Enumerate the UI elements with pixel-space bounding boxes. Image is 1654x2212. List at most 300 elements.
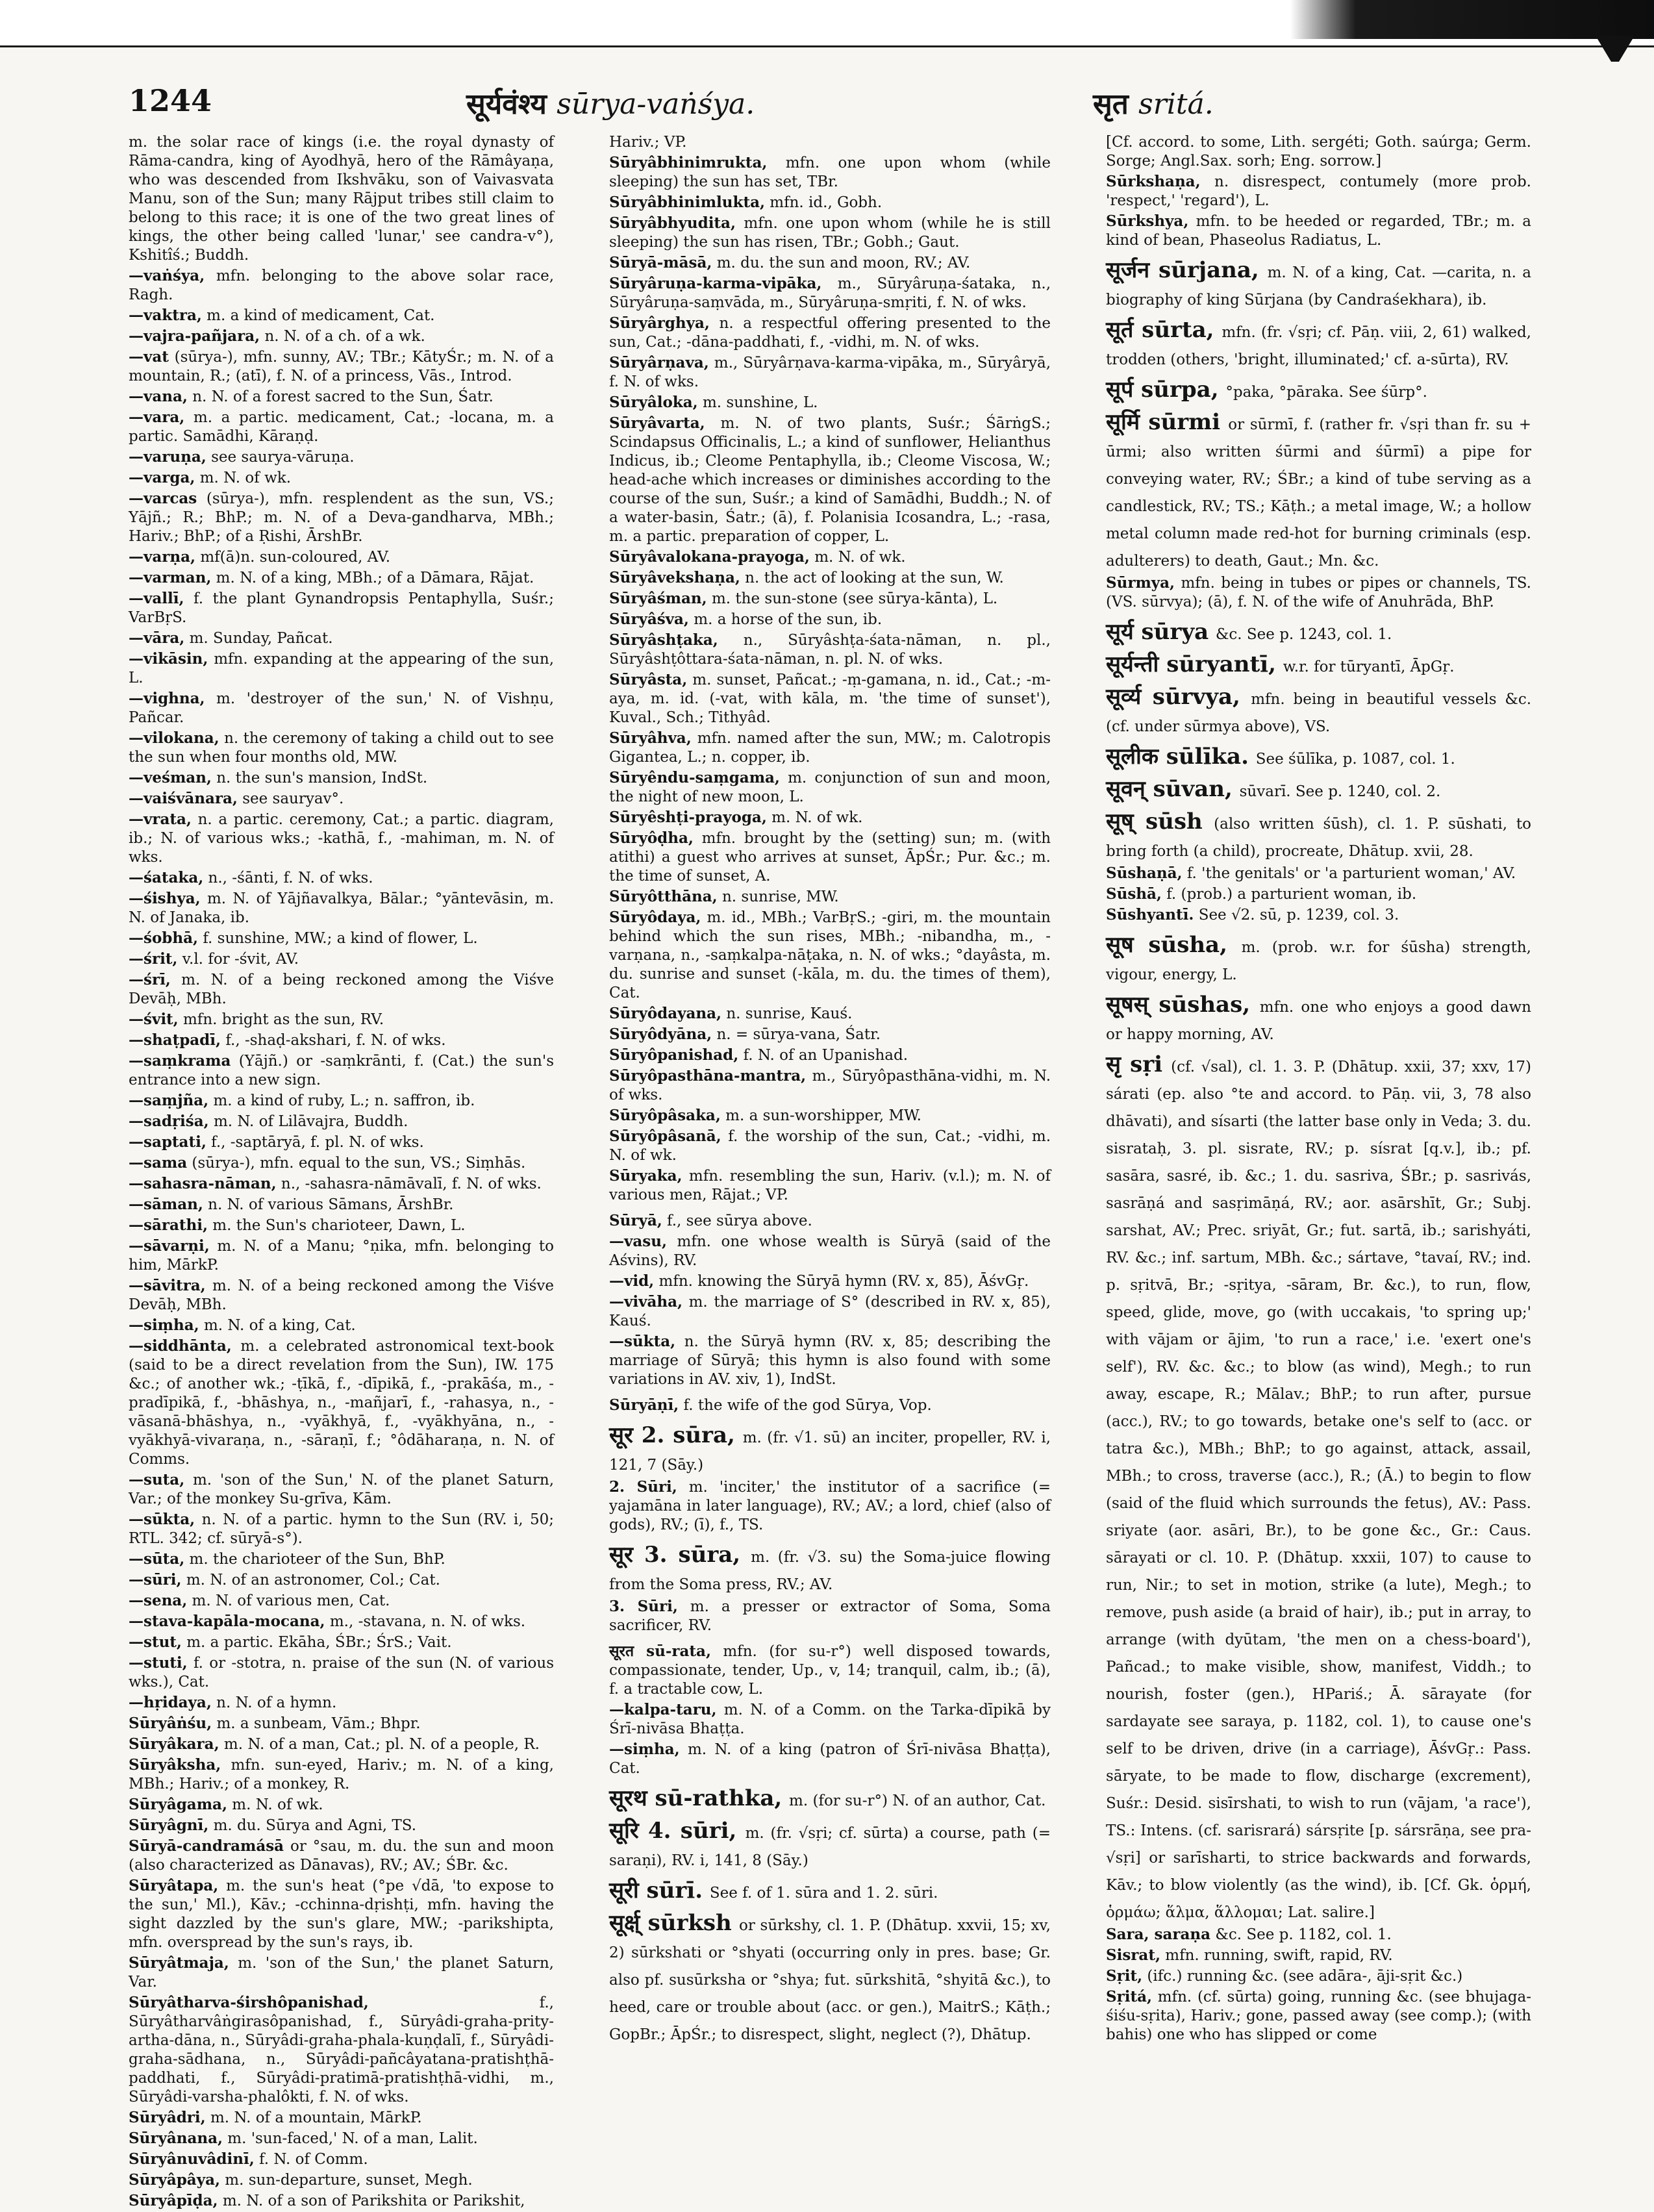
entry-definition: m. (for su-r°) N. of an author, Cat. xyxy=(789,1792,1046,1809)
binding-ribbon xyxy=(1290,0,1654,39)
entry-headword: —saṃjña, xyxy=(129,1092,209,1109)
entry-headword: —vighna, xyxy=(129,690,205,707)
entry-definition: sūvarī. See p. 1240, col. 2. xyxy=(1239,783,1441,800)
entry-definition: mfn. one upon whom (while he is still sleeping) the sun has risen, TBr.; Gobh.; Gaut. xyxy=(609,215,1051,251)
dictionary-entry xyxy=(609,1127,1051,1165)
entry-headword: Sūryâpīḍa, xyxy=(129,2192,218,2209)
entry-definition: f. or -stotra, n. praise of the sun (N. of various wks.), Cat. xyxy=(129,1655,555,1690)
entry-headword: सृ sṛi xyxy=(1106,1051,1163,1077)
entry-definition: m. 'son of the Sun,' N. of the planet Saturn, Var.; of the monkey Su-grīva, Kām. xyxy=(129,1472,555,1507)
entry-definition: f. the worship of the sun, Cat.; -vidhi, m. N. of wk. xyxy=(609,1128,1051,1164)
entry-headword: —varga, xyxy=(129,469,195,486)
running-head xyxy=(129,78,1529,136)
column-middle xyxy=(609,133,1051,2212)
entry-headword: Sūryôdyāna, xyxy=(609,1025,712,1043)
dictionary-entry xyxy=(609,1232,1051,1270)
entry-headword: सूषस् sūshas, xyxy=(1106,992,1251,1018)
dictionary-entry xyxy=(129,1993,554,2107)
entry-headword: Sūryā, xyxy=(609,1212,662,1229)
dictionary-entry xyxy=(1106,1987,1531,2044)
entry-definition: mfn. brought by the (setting) sun; m. (with atithi) a guest who arrives at sunset, ĀpŚr.; Pur. &c.; m. the time of sunset, A. xyxy=(609,830,1051,885)
entry-definition: m. a horse of the sun, ib. xyxy=(694,611,883,628)
entry-headword: —siddhānta, xyxy=(129,1337,232,1355)
entry-headword: Sūryâpâya, xyxy=(129,2171,220,2189)
entry-definition: °paka, °pāraka. See śūrp°. xyxy=(1225,384,1427,401)
entry-headword: —siṃha, xyxy=(129,1316,199,1334)
entry-headword: सूष sūsha, xyxy=(1106,932,1227,958)
entry-definition: (sūrya-), mfn. resplendent as the sun, VS.; Yājñ.; R.; BhP.; m. N. of a Deva-gandharva, MBh.; Hariv.; BhP.; of a Ṛishi, ĀrshBr. xyxy=(129,490,554,545)
entry-headword: Sūrmya, xyxy=(1106,574,1175,592)
dictionary-entry xyxy=(609,193,1051,212)
dictionary-entry xyxy=(609,153,1051,192)
dictionary-entry xyxy=(1106,212,1531,250)
dictionary-entry xyxy=(1106,1051,1531,1924)
entry-headword: —vallī, xyxy=(129,590,184,607)
dictionary-entry xyxy=(129,1550,554,1569)
dictionary-entry xyxy=(129,547,554,567)
running-head-right-devanagari: सृत xyxy=(1093,88,1129,121)
dictionary-entry xyxy=(129,1195,554,1214)
entry-definition: mfn. running, swift, rapid, RV. xyxy=(1165,1947,1393,1964)
entry-headword: सूर्जन sūrjana, xyxy=(1106,257,1259,283)
entry-headword: —vasu, xyxy=(609,1233,667,1250)
entry-headword: —varman, xyxy=(129,569,212,586)
dictionary-entry xyxy=(129,889,554,927)
dictionary-entry xyxy=(609,568,1051,588)
entry-definition: n. N. of a hymn. xyxy=(216,1694,337,1711)
entry-definition: mfn. sun-eyed, Hariv.; m. N. of a king, MBh.; Hariv.; of a monkey, R. xyxy=(129,1757,554,1792)
entry-definition: m. N. of a being reckoned among the Viśve Devāḥ, MBh. xyxy=(129,1277,554,1313)
dictionary-entry xyxy=(609,729,1051,767)
entry-definition: m. the marriage of S° (described in RV. x, 85), Kauś. xyxy=(609,1294,1051,1329)
entry-headword: Sūryaka, xyxy=(609,1167,683,1185)
entry-definition: n. a respectful offering presented to the sun, Cat.; -dāna-paddhati, f., -vidhi, m. N. of wks. xyxy=(609,315,1051,351)
entry-headword: Sūshā, xyxy=(1106,885,1162,903)
running-head-left-devanagari: सूर्यवंश्य xyxy=(466,88,547,121)
entry-headword: —sena, xyxy=(129,1592,188,1609)
dictionary-entry xyxy=(1106,1967,1531,1986)
entry-definition: mfn. (for su-r°) well disposed towards, compassionate, tender, Up., v, 14; tranquil, calm, ib.; (ā), f. a tractable cow, L. xyxy=(609,1643,1051,1698)
entry-definition: m. N. of a king, MBh.; of a Dāmara, Rājat. xyxy=(216,570,534,586)
entry-headword: —sadṛiśa, xyxy=(129,1112,209,1130)
dictionary-entry xyxy=(1106,408,1531,572)
dictionary-entry xyxy=(609,1272,1051,1291)
dictionary-entry xyxy=(129,1316,554,1335)
dictionary-entry xyxy=(1106,885,1531,904)
entry-headword: Sūryânuvâdinī, xyxy=(129,2150,255,2168)
entry-definition: m. N. of a king, Cat. xyxy=(203,1317,356,1334)
entry-definition: m. N. of a being reckoned among the Viśve Devāḥ, MBh. xyxy=(129,972,555,1007)
entry-definition: m. a partic. medicament, Cat.; -locana, m. a partic. Samādhi, Kāraṇḍ. xyxy=(129,409,555,445)
dictionary-entry xyxy=(609,1541,1051,1596)
entry-headword: सूरी sūrī. xyxy=(609,1878,703,1904)
entry-definition: mfn. one upon whom (while sleeping) the sun has set, TBr. xyxy=(609,155,1051,190)
dictionary-entry xyxy=(609,353,1051,392)
entry-definition: (sūrya-), mfn. equal to the sun, VS.; Siṃhās. xyxy=(192,1155,526,1172)
dictionary-entry xyxy=(129,949,554,969)
entry-headword: Sūryâbhyudita, xyxy=(609,214,736,232)
entry-definition: m. (fr. √1. sū) an inciter, propeller, RV. i, 121, 7 (Sāy.) xyxy=(609,1429,1051,1474)
entry-definition: n., -śānti, f. N. of wks. xyxy=(208,870,373,886)
entry-headword: Sūryâsta, xyxy=(609,671,688,688)
entry-definition: m. N. of a mountain, MārkP. xyxy=(210,2109,422,2126)
entry-definition: m. N. of two plants, Suśr.; ŚārṅgS.; Scindapsus Officinalis, L.; a kind of sunflower, Helianthus Indicus, ib.; Cleome Pentaphylla, ib.; Cleome Viscosa, W.; head-ache which increases or diminishes according to the course of the sun, Suśr.; a kind of Samādhi, Buddh.; N. of a water-basin, Śatr.; (ā), f. Polanisia Icosandra, L.; -rasa, m. a partic. preparation of copper, L. xyxy=(609,415,1051,545)
dictionary-entry xyxy=(129,447,554,467)
dictionary-entry xyxy=(129,649,554,688)
dictionary-entry xyxy=(129,929,554,948)
entry-headword: Sṛitá, xyxy=(1106,1988,1152,2005)
dictionary-entry xyxy=(609,1700,1051,1739)
dictionary-entry xyxy=(1106,376,1531,403)
entry-headword: —stuti, xyxy=(129,1654,188,1672)
entry-definition: m. 'sun-faced,' N. of a man, Lalit. xyxy=(227,2130,478,2147)
dictionary-entry xyxy=(129,266,554,305)
entry-headword: Sūryâśman, xyxy=(609,590,707,607)
entry-headword: —sāvitra, xyxy=(129,1277,206,1294)
entry-definition: m. N. of a Manu; °ṇika, mfn. belonging to him, MārkP. xyxy=(129,1238,555,1274)
running-head-right xyxy=(1093,83,1214,122)
dictionary-entry xyxy=(609,1785,1051,1812)
entry-definition: m. a presser or extractor of Soma, Soma sacrificer, RV. xyxy=(609,1598,1051,1634)
dictionary-entry xyxy=(609,1909,1051,2046)
dictionary-entry xyxy=(1106,651,1531,678)
entry-headword: —veśman, xyxy=(129,769,212,786)
dictionary-entry xyxy=(129,1112,554,1131)
entry-definition: (cf. √sal), cl. 1. 3. P. (Dhātup. xxii, 37; xxv, 17) sárati (ep. also °te and accord. to Pāṇ. vii, 3, 78 also dhāvati), and sísarti (the latter base only in Veda; 3. du. sisrataḥ, 3. pl. sisrate, RV.; p. sísrat [q.v.], ib.; pf. sasāra, sasré, ib. &c.; 1. du. sasriva, ŚBr.; p. sasrivás, sasrāṇá and sasṛimāṇá, RV.; aor. asārshīt, Gr.; Subj. sarshat, AV.; Prec. sriyāt, Gr.; fut. sartā, ib.; sarishyáti, RV. &c.; inf. sartum, MBh. &c.; sártave, °tavaí, RV.; ind. p. sṛitvā, Br.; -sṛitya, -sāram, Br. &c.), to run, flow, speed, glide, move, go (with uccakais, 'to spring up;' with vājam or ājim, 'to run a race,' i.e. 'exert one's self'), RV. &c. &c.; to blow (as wind), Megh.; to run away, escape, R.; Mālav.; BhP.; to run after, pursue (acc.), RV.; to go towards, betake one's self to (acc. or tatra &c.), MBh.; BhP.; to go against, attack, assail, MBh.; to cross, traverse (acc.), R.; (Ā.) to begin to flow (said of the fluid which surrounds the fetus), AV.: Pass. sriyate (aor. asāri, Br.), to be gone &c., Gr.: Caus. sārayati or cl. 10. P. (Dhātup. xxxii, 107) to cause to run, Nir.; to set in motion, strike (a lute), Megh.; to remove, push aside (a braid of hair), ib.; put in array, to arrange (with dyūtam, 'the men on a chess-board'), Pañcad.; to make visible, show, manifest, Viddh.; to nourish, foster (gen.), HPariś.; Ā. sārayate (for sardayate see saraya, p. 1182, col. 1), to cause one's self to be driven, drive (in a carriage), ĀśvGṛ.: Pass. sāryate, to be made to flow, discharge (excrement), Suśr.: Desid. sisīrshati, to wish to run (vājam, 'a race'), TS.: Intens. (cf. sarisrará) sársṛite [p. sársrāṇa, see pra-√sṛi] or sarīsharti, to strice backwards and forwards, Kāv.; to blow violently (as the wind), ib. [Cf. Gk. ὁρμή, ὁρμάω; ἅλμα, ἅλλομαι; Lat. salire.] xyxy=(1106,1059,1532,1921)
entry-headword: Sūryâhva, xyxy=(609,729,692,747)
entry-headword: —vikāsin, xyxy=(129,650,208,668)
entry-headword: —sama xyxy=(129,1154,188,1172)
entry-headword: सूर्क्ष् sūrksh xyxy=(609,1910,732,1936)
dictionary-entry xyxy=(129,729,554,767)
dictionary-entry xyxy=(129,1837,554,1875)
dictionary-entry xyxy=(609,1817,1051,1872)
running-head-left xyxy=(466,83,755,122)
dictionary-entry xyxy=(1106,775,1531,803)
dictionary-entry xyxy=(129,1091,554,1111)
dictionary-entry xyxy=(129,689,554,727)
dictionary-entry xyxy=(129,327,554,346)
dictionary-entry xyxy=(129,568,554,588)
dictionary-entry xyxy=(129,1714,554,1733)
entry-headword: 3. Sūri, xyxy=(609,1598,678,1615)
dictionary-entry xyxy=(609,1106,1051,1125)
dictionary-entry xyxy=(129,1653,554,1692)
entry-definition: mfn. being in beautiful vessels &c. (cf. under sūrmya above), VS. xyxy=(1106,691,1532,735)
entry-headword: Sūshaṇā, xyxy=(1106,864,1183,882)
entry-definition: w.r. for tūryantī, ĀpGṛ. xyxy=(1283,659,1455,675)
entry-definition: mfn. (fr. √sṛi; cf. Pāṇ. viii, 2, 61) walked, trodden (others, 'bright, illuminated;' cf. a-sūrta), RV. xyxy=(1106,324,1531,368)
entry-definition: m. conjunction of sun and moon, the night of new moon, L. xyxy=(609,770,1051,805)
entry-definition: f. N. of Comm. xyxy=(259,2151,368,2168)
entry-headword: —sūta, xyxy=(129,1550,185,1568)
entry-headword: Sūrkshya, xyxy=(1106,212,1189,230)
entry-definition: m. N. of wk. xyxy=(199,470,292,486)
entry-definition: f., -shaḍ-akshari, f. N. of wks. xyxy=(225,1032,446,1049)
entry-headword: सूर्यन्ती sūryantī, xyxy=(1106,651,1276,677)
dictionary-entry xyxy=(1106,1925,1531,1944)
dictionary-entry xyxy=(129,1010,554,1029)
dictionary-entry xyxy=(129,1591,554,1611)
dictionary-entry xyxy=(1106,905,1531,925)
dictionary-entry xyxy=(1106,618,1531,646)
entry-definition: m. a sun-worshipper, MW. xyxy=(725,1107,921,1124)
entry-definition: n. N. of a forest sacred to the Sun, Śatr. xyxy=(192,388,494,405)
entry-definition: m. N. of a Comm. on the Tarka-dīpikā by Śrī-nivāsa Bhaṭṭa. xyxy=(609,1702,1051,1737)
entry-definition: m. N. of wk. xyxy=(771,809,863,826)
entry-definition: or sūrkshy, cl. 1. P. (Dhātup. xxvii, 15; xv, 2) sūrkshati or °shyati (occurring only in pres. base; Gr. also pf. susūrksha or °shya; fut. sūrkshitā, °shyitā &c.), to heed, care or trouble about (acc. or gen.), MaitrS.; Kāṭh.; GopBr.; ĀpŚr.; to disrespect, slight, neglect (?), Dhātup. xyxy=(609,1917,1051,2043)
entry-definition: m., Sūryârṇava-karma-vipāka, m., Sūryâryā, f. N. of wks. xyxy=(609,355,1051,390)
dictionary-entry xyxy=(609,1046,1051,1065)
entry-definition: n. the sun's mansion, IndSt. xyxy=(216,770,428,786)
dictionary-entry xyxy=(609,1396,1051,1415)
entry-definition: (sūrya-), mfn. sunny, AV.; TBr.; KātyŚr.; m. N. of a mountain, R.; (atī), f. N. of a princess, Vās., Introd. xyxy=(129,349,555,384)
entry-headword: सूर्त sūrta, xyxy=(1106,317,1214,343)
entry-headword: Sūryâśva, xyxy=(609,610,689,628)
dictionary-entry xyxy=(609,274,1051,312)
entry-definition: mfn. named after the sun, MW.; m. Calotropis Gigantea, L.; n. copper, ib. xyxy=(609,730,1051,766)
entry-definition: m. (fr. √3. su) the Soma-juice flowing from the Soma press, RV.; AV. xyxy=(609,1549,1051,1593)
dictionary-entry xyxy=(609,1642,1051,1699)
entry-definition: f. 'the genitals' or 'a parturient woman,' AV. xyxy=(1186,865,1516,882)
entry-headword: —śrit, xyxy=(129,950,178,968)
dictionary-entry xyxy=(129,1570,554,1590)
page-number: 1244 xyxy=(129,83,212,118)
entry-headword: सूरत sū-rata, xyxy=(609,1642,711,1660)
dictionary-entry xyxy=(609,1332,1051,1389)
entry-headword: —saṃkrama xyxy=(129,1052,231,1070)
entry-headword: —vilokana, xyxy=(129,729,219,747)
dictionary-entry xyxy=(609,1292,1051,1331)
entry-definition: m. the Sun's charioteer, Dawn, L. xyxy=(212,1217,466,1234)
entry-definition: m. 'destroyer of the sun,' N. of Vishṇu, Pañcar. xyxy=(129,690,554,726)
entry-headword: Sūryâdri, xyxy=(129,2109,206,2126)
entry-definition: m. the sun-stone (see sūrya-kānta), L. xyxy=(711,590,998,607)
entry-headword: Sūryāṇī, xyxy=(609,1396,679,1414)
entry-headword: Sūryâbhinimrukta, xyxy=(609,154,768,171)
entry-headword: Sisrat, xyxy=(1106,1946,1160,1964)
entry-definition: m. N. of various men, Cat. xyxy=(192,1592,390,1609)
dictionary-entry xyxy=(129,133,554,265)
entry-definition: &c. See p. 1243, col. 1. xyxy=(1215,626,1392,643)
entry-headword: —śvit, xyxy=(129,1011,179,1028)
entry-definition: mfn. resembling the sun, Hariv. (v.l.); m. N. of various men, Rājat.; VP. xyxy=(609,1168,1051,1203)
entry-headword: —vat xyxy=(129,348,169,366)
entry-headword: सूर 2. sūra, xyxy=(609,1422,735,1448)
dictionary-entry xyxy=(129,1816,554,1835)
dictionary-entry xyxy=(129,2191,554,2211)
dictionary-entry xyxy=(129,306,554,325)
entry-headword: —sārathi, xyxy=(129,1216,208,1234)
dictionary-entry xyxy=(129,1795,554,1815)
dictionary-entry xyxy=(609,1877,1051,1904)
entry-headword: —kalpa-taru, xyxy=(609,1701,717,1718)
entry-definition: mf(ā)n. sun-coloured, AV. xyxy=(200,549,391,566)
entry-definition: n. the ceremony of taking a child out to see the sun when four months old, MW. xyxy=(129,730,554,766)
entry-headword: —saptati, xyxy=(129,1133,207,1151)
entry-definition: see saurya-vāruṇa. xyxy=(211,449,355,466)
entry-definition: mfn. one who enjoys a good dawn or happy morning, AV. xyxy=(1106,999,1531,1043)
dictionary-entry xyxy=(1106,172,1531,210)
dictionary-entry xyxy=(609,253,1051,273)
entry-definition: m. 'inciter,' the institutor of a sacrifice (= yajamāna in later language), RV.; AV.; a lord, chief (also of gods), RV.; (ī), f., TS. xyxy=(609,1479,1051,1533)
dictionary-entry xyxy=(609,908,1051,1003)
entry-definition: n. sunrise, Kauś. xyxy=(726,1005,853,1022)
entry-definition: See √2. sū, p. 1239, col. 3. xyxy=(1198,907,1399,924)
entry-definition: m. du. the sun and moon, RV.; AV. xyxy=(716,255,971,271)
dictionary-entry xyxy=(129,1216,554,1235)
entry-headword: —vara, xyxy=(129,408,185,426)
dictionary-entry xyxy=(129,2129,554,2148)
dictionary-entry xyxy=(129,970,554,1009)
entry-definition: m. N. of an astronomer, Col.; Cat. xyxy=(186,1572,440,1589)
entry-headword: Sūryâṅśu, xyxy=(129,1715,212,1732)
dictionary-entry xyxy=(609,631,1051,669)
entry-definition: m. a partic. Ekāha, ŚBr.; ŚrS.; Vait. xyxy=(186,1634,452,1651)
entry-definition: n. disrespect, contumely (more prob. 'respect,' 'regard'), L. xyxy=(1106,173,1531,209)
dictionary-entry xyxy=(609,133,1051,152)
entry-definition: m. the charioteer of the Sun, BhP. xyxy=(189,1551,445,1568)
entry-definition: See f. of 1. sūra and 1. 2. sūri. xyxy=(709,1885,938,1902)
dictionary-entry xyxy=(129,387,554,407)
entry-definition: f., Sūryâtharvâṅgirasôpanishad, f., Sūryâdi-graha-prity-artha-dāna, n., Sūryâdi-graha-phala-kuṇḍalī, f., Sūryâdi-graha-sādhana, n., Sūryâdi-pañcâyatana-pratishṭhā-paddhati, f., Sūryâdi-pratimā-pratishṭhā-vidhi, m., Sūryâdi-varsha-phalôkti, f. N. of wks. xyxy=(129,1994,554,2105)
dictionary-entry xyxy=(129,1337,554,1469)
dictionary-entry xyxy=(1106,743,1531,770)
dictionary-entry xyxy=(609,887,1051,907)
entry-definition: m., Sūryâruṇa-śataka, n., Sūryâruṇa-saṃvāda, m., Sūryâruṇa-smṛiti, f. N. of wks. xyxy=(609,275,1051,311)
dictionary-entry xyxy=(129,1470,554,1509)
entry-headword: Sūryâtapa, xyxy=(129,1877,219,1894)
entry-definition: m. N. of a man, Cat.; pl. N. of a people, R. xyxy=(223,1736,540,1753)
entry-definition: m. a kind of medicament, Cat. xyxy=(207,307,435,324)
dictionary-entry xyxy=(129,2170,554,2190)
entry-definition: m. sun-departure, sunset, Megh. xyxy=(225,2172,473,2189)
dictionary-entry xyxy=(129,489,554,546)
entry-definition: mfn. bright as the sun, RV. xyxy=(183,1011,384,1028)
entry-definition: m. du. Sūrya and Agni, TS. xyxy=(213,1817,417,1834)
dictionary-entry xyxy=(1106,931,1531,986)
entry-definition: f. N. of an Upanishad. xyxy=(743,1047,908,1064)
dictionary-entry xyxy=(1106,991,1531,1046)
entry-definition: n. a partic. ceremony, Cat.; a partic. diagram, ib.; N. of various wks.; -kathā, f., -mahiman, m. N. of wks. xyxy=(129,811,554,866)
entry-headword: Sūryârghya, xyxy=(609,314,710,332)
dictionary-entry xyxy=(129,1510,554,1548)
entry-headword: Sūryā-candramásā xyxy=(129,1837,284,1855)
entry-headword: Sṛit, xyxy=(1106,1967,1143,1985)
entry-headword: Sūryâksha, xyxy=(129,1756,221,1774)
dictionary-entry xyxy=(129,1153,554,1173)
entry-definition: mfn. expanding at the appearing of the sun, L. xyxy=(129,651,554,686)
entry-definition: m. a sunbeam, Vām.; Bhpr. xyxy=(216,1715,421,1732)
entry-headword: —varcas xyxy=(129,490,197,507)
entry-headword: सूवन् sūvan, xyxy=(1106,776,1233,802)
dictionary-entry xyxy=(609,1211,1051,1231)
dictionary-entry xyxy=(609,1597,1051,1635)
entry-definition: m., Sūryôpasthāna-vidhi, m. N. of wks. xyxy=(609,1068,1051,1103)
entry-headword: —sāvarṇi, xyxy=(129,1237,210,1255)
dictionary-entry xyxy=(609,1166,1051,1205)
dictionary-entry xyxy=(609,670,1051,727)
entry-headword: Sūryâtharva-śirshôpanishad, xyxy=(129,1994,369,2011)
dictionary-entry xyxy=(1106,316,1531,371)
dictionary-entry xyxy=(129,1031,554,1050)
entry-headword: —suta, xyxy=(129,1471,185,1489)
entry-headword: —sūkta, xyxy=(609,1333,676,1350)
entry-definition: f. the plant Gynandropsis Pentaphylla, Suśr.; VarBṛS. xyxy=(129,590,554,626)
entry-definition: n., Sūryâshṭa-śata-nāman, n. pl., Sūryâshṭôttara-śata-nāman, n. pl. N. of wks. xyxy=(609,632,1051,668)
entry-headword: Sūryôtthāna, xyxy=(609,888,718,905)
entry-headword: —vivāha, xyxy=(609,1293,683,1311)
entry-headword: —vrata, xyxy=(129,811,192,828)
dictionary-entry xyxy=(129,629,554,648)
entry-definition: m. a celebrated astronomical text-book (said to be a direct revelation from the Sun), IW. 175 &c.; of another wk.; -ṭīkā, f., -dīpikā, f., -prakāśa, m., -pradīpikā, f., -bhāshya, n., -mañjarī, f., -rahasya, n., -vāsanā-bhāshya, n., -vyākhyā, f., -vyākhyāna, n., -vyākhyā-vivaraṇa, n., -sāraṇī, f.; °ôdāharaṇa, n. N. of Comms. xyxy=(129,1338,554,1468)
entry-headword: —vāra, xyxy=(129,629,185,647)
entry-headword: Sūryôpâsaka, xyxy=(609,1107,721,1124)
entry-definition: m. a kind of ruby, L.; n. saffron, ib. xyxy=(213,1092,475,1109)
entry-definition: mfn. to be heeded or regarded, TBr.; m. a kind of bean, Phaseolus Radiatus, L. xyxy=(1106,213,1532,249)
dictionary-entry xyxy=(609,808,1051,827)
entry-definition: (ifc.) running &c. (see adāra-, āji-sṛit &c.) xyxy=(1147,1968,1463,1985)
entry-headword: —sūri, xyxy=(129,1571,182,1589)
entry-definition: &c. See p. 1182, col. 1. xyxy=(1215,1926,1392,1943)
entry-headword: —sahasra-nāman, xyxy=(129,1175,277,1192)
entry-headword: सूरि 4. sūri, xyxy=(609,1818,737,1844)
entry-headword: —śobhā, xyxy=(129,929,199,947)
entry-definition: n. N. of various Sāmans, ĀrshBr. xyxy=(208,1196,454,1213)
entry-definition: f. sunshine, MW.; a kind of flower, L. xyxy=(203,930,478,947)
entry-definition: m. N. of a king (patron of Śrī-nivāsa Bhaṭṭa), Cat. xyxy=(609,1741,1051,1777)
dictionary-entry xyxy=(129,408,554,446)
entry-definition: n. the act of looking at the sun, W. xyxy=(745,570,1004,586)
dictionary-entry xyxy=(609,1477,1051,1535)
entry-definition: m. the solar race of kings (i.e. the royal dynasty of Rāma-candra, king of Ayodhyā, hero of the Rāmâyaṇa, who was descended from Ikshvāku, son of Vaivasvata Manu, son of the Sun; many Rājput tribes still claim to belong to this race; it is one of the two great lines of kings, the other being called 'lunar,' see candra-v°), Kshitîś.; Buddh. xyxy=(129,134,554,264)
entry-definition: (also written śūsh), cl. 1. P. sūshati, to bring forth (a child), procreate, Dhātup. xvii, 28. xyxy=(1106,816,1531,860)
entry-headword: Sūryôpasthāna-mantra, xyxy=(609,1067,807,1085)
dictionary-entry xyxy=(609,547,1051,567)
entry-definition: n. = sūrya-vana, Śatr. xyxy=(716,1026,881,1043)
entry-headword: सूर्मि sūrmi xyxy=(1106,409,1221,435)
dictionary-entry xyxy=(129,1693,554,1713)
entry-headword: —hṛidaya, xyxy=(129,1694,212,1711)
dictionary-entry xyxy=(129,1237,554,1275)
entry-definition: m. N. of a son of Parikshita or Parikshit, xyxy=(222,2193,525,2209)
entry-headword: Sūryâtmaja, xyxy=(129,1954,229,1972)
dictionary-entry xyxy=(609,610,1051,629)
entry-headword: Sūryâgama, xyxy=(129,1796,227,1813)
dictionary-entry xyxy=(129,768,554,788)
dictionary-entry xyxy=(609,393,1051,412)
entry-headword: Sūryôḍha, xyxy=(609,829,694,847)
dictionary-entry xyxy=(609,1004,1051,1024)
entry-definition: f. (prob.) a parturient woman, ib. xyxy=(1166,886,1417,903)
entry-headword: —vaktra, xyxy=(129,307,202,324)
entry-definition: (Yājñ.) or -saṃkrānti, f. (Cat.) the sun's entrance into a new sign. xyxy=(129,1053,554,1088)
column-right xyxy=(1106,133,1531,2212)
entry-headword: Sūryâruṇa-karma-vipāka, xyxy=(609,275,822,292)
entry-definition: or °sau, m. du. the sun and moon (also characterized as Dānavas), RV.; AV.; ŚBr. &c. xyxy=(129,1838,555,1874)
entry-definition: Hariv.; VP. xyxy=(609,134,687,151)
entry-definition: f., -saptāryā, f. pl. N. of wks. xyxy=(211,1134,424,1151)
dictionary-entry xyxy=(1106,808,1531,862)
entry-definition: n. sunrise, MW. xyxy=(721,888,839,905)
entry-definition: [Cf. accord. to some, Lith. sergéti; Goth. saúrga; Germ. Sorge; Angl.Sax. sorh; Eng. sorrow.] xyxy=(1106,134,1531,170)
entry-headword: —vid, xyxy=(609,1272,655,1290)
entry-headword: Sūryā-māsā, xyxy=(609,254,712,271)
dictionary-entry xyxy=(609,214,1051,252)
entry-headword: सूलीक sūlīka. xyxy=(1106,744,1249,770)
dictionary-entry xyxy=(129,2150,554,2169)
entry-headword: Sūryêshṭi-prayoga, xyxy=(609,809,767,826)
